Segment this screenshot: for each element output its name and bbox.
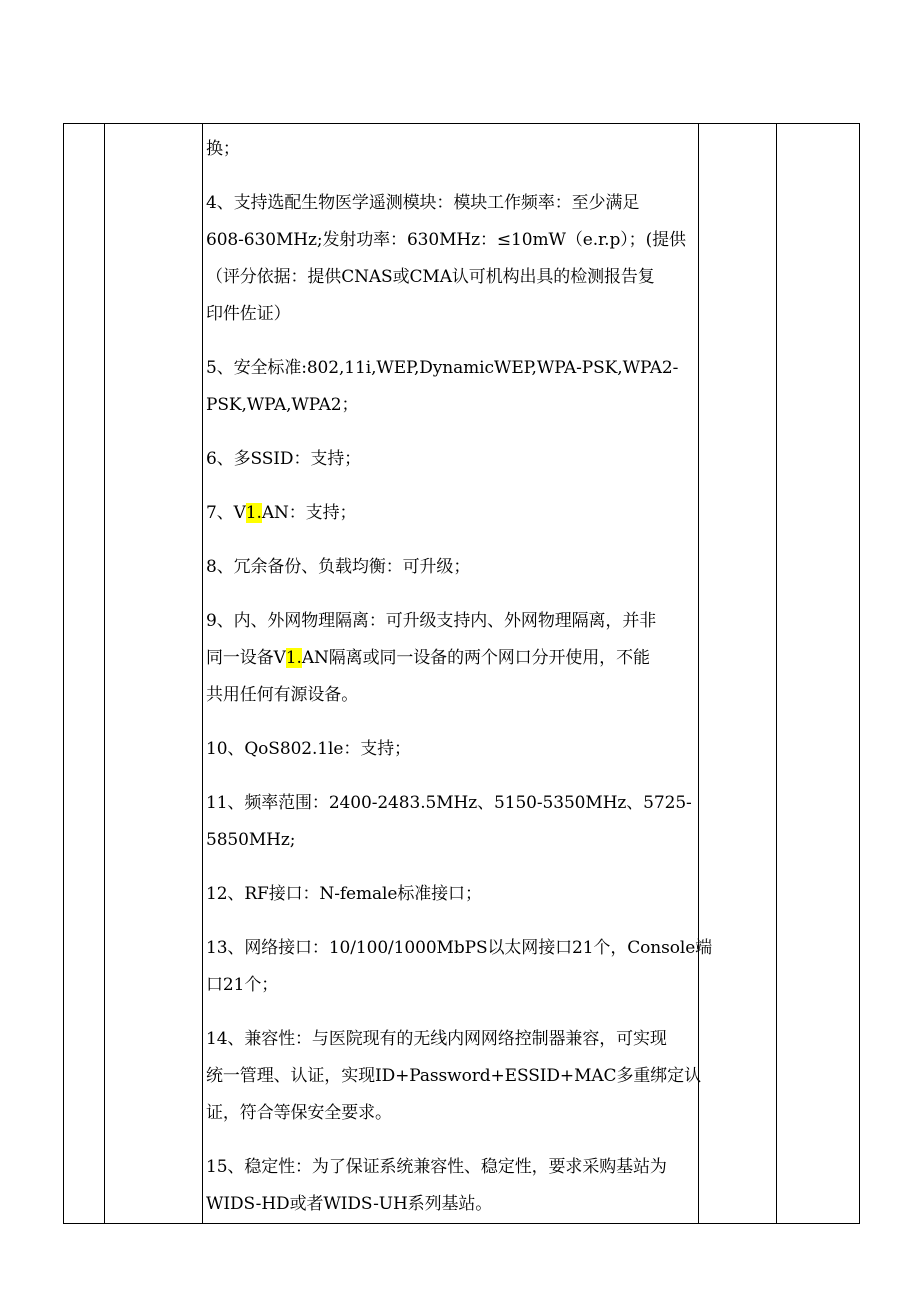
- spec-line: 9、内、外网物理隔离：可升级支持内、外网物理隔离，并非: [206, 611, 657, 631]
- spec-line: 608-630MHz;发射功率：630MHz：≤10mW（e.r.p）；(提供: [206, 230, 686, 250]
- spec-line: 共用任何有源设备。: [206, 685, 359, 705]
- spec-line: 13、网络接口：10/100/1000MbPS以太网接口21个，Console端: [206, 938, 713, 958]
- spec-line: 4、支持选配生物医学遥测模块：模块工作频率：至少满足: [206, 193, 640, 213]
- remark-cell: [777, 124, 860, 1224]
- table-row: [64, 124, 860, 1224]
- spec-line: 8、冗余备份、负载均衡：可升级；: [206, 557, 471, 577]
- spec-line: （评分依据：提供CNAS或CMA认可机构出具的检测报告复: [206, 267, 655, 287]
- text-segment: AN：支持；: [261, 503, 357, 523]
- spec-line: [206, 640, 694, 677]
- text-segment: AN隔离或同一设备的两个网口分开使用，不能: [301, 648, 650, 668]
- spec-line: 6、多SSID：支持；: [206, 449, 362, 469]
- spec-line: 口21个；: [206, 975, 279, 995]
- text-segment: 7、V: [206, 503, 246, 523]
- spec-content-cell: [203, 124, 713, 1224]
- spec-line: 换；: [206, 139, 240, 159]
- spec-line: 5850MHz;: [206, 830, 296, 850]
- highlighted-text: 1.: [245, 503, 262, 523]
- spec-line: 印件佐证）: [206, 304, 291, 324]
- spec-line: 5、安全标准:802,11i,WEP,DynamicWEP,WPA-PSK,WPA2-: [206, 358, 679, 378]
- spec-table: [63, 123, 860, 1224]
- spec-line: 证，符合等保安全要求。: [206, 1103, 392, 1123]
- index-cell: [64, 124, 105, 1224]
- spec-line: [206, 495, 694, 532]
- spec-line: 14、兼容性：与医院现有的无线内网网络控制器兼容，可实现: [206, 1029, 667, 1049]
- quantity-cell: [699, 124, 777, 1224]
- item-name-cell: [105, 124, 203, 1224]
- text-segment: 同一设备V: [206, 648, 286, 668]
- spec-line: 15、稳定性：为了保证系统兼容性、稳定性，要求采购基站为: [206, 1157, 667, 1177]
- spec-line: 统一管理、认证，实现ID+Password+ESSID+MAC多重绑定认: [206, 1066, 701, 1086]
- spec-content: [203, 124, 713, 1223]
- highlighted-text: 1.: [285, 648, 302, 668]
- spec-line: 11、频率范围：2400-2483.5MHz、5150-5350MHz、5725-: [206, 793, 692, 813]
- spec-line: 12、RF接口：N-female标准接口；: [206, 884, 482, 904]
- spec-line: PSK,WPA,WPA2；: [206, 395, 359, 415]
- spec-line: 10、QoS802.1le：支持；: [206, 739, 411, 759]
- spec-line: WIDS-HD或者WIDS-UH系列基站。: [206, 1194, 493, 1214]
